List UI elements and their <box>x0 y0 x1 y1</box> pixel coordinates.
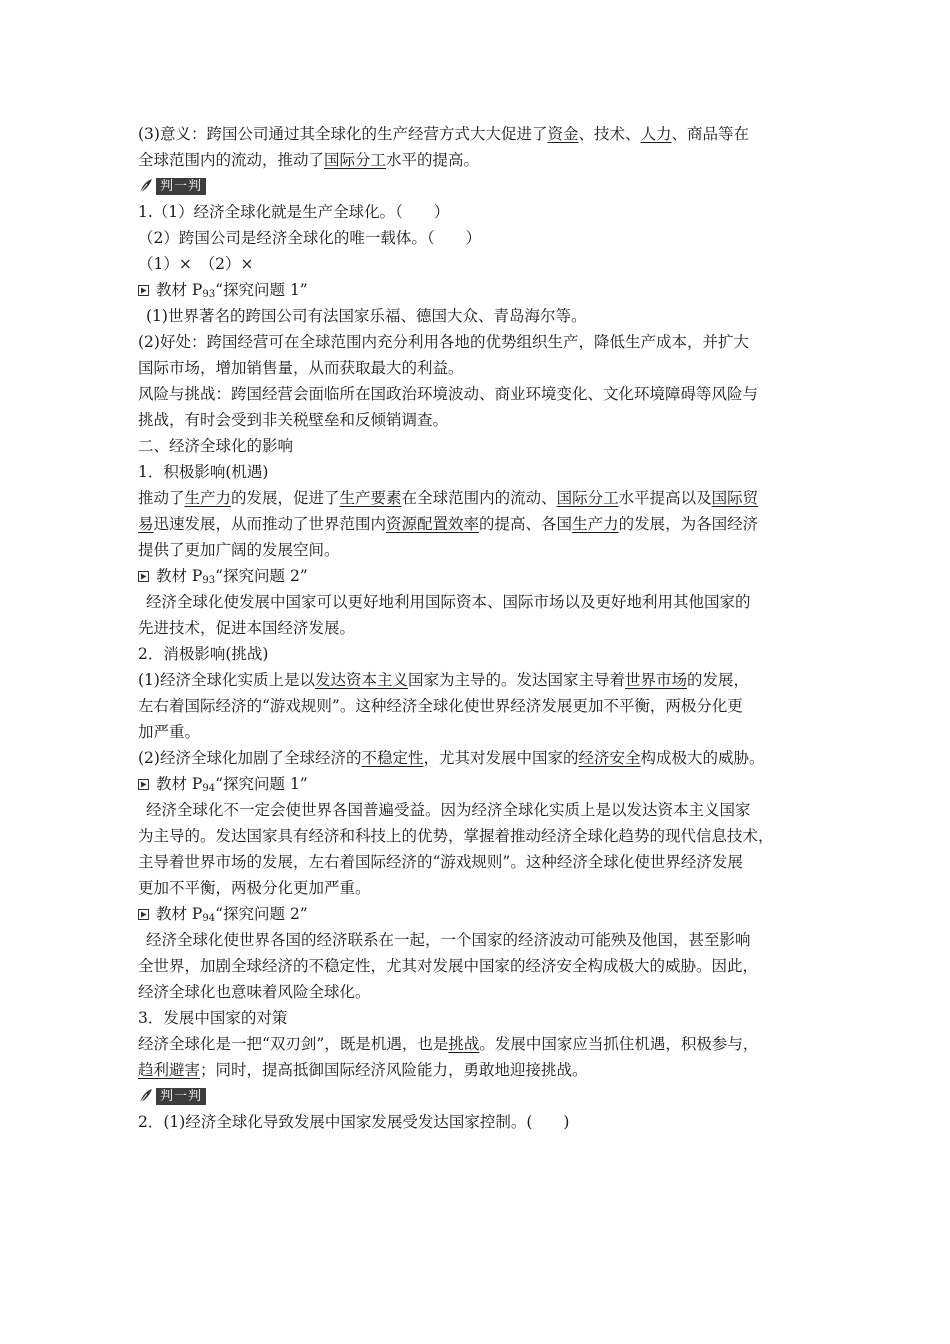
negative-line-2: 左右着国际经济的“游戏规则”。这种经济全球化使世界经济发展更加不平衡，两极分化更 <box>138 697 743 715</box>
developing-line-1: 经济全球化是一把“双刃剑”，既是机遇，也是挑战。发展中国家应当抓住机遇，积极参与， <box>138 1035 759 1053</box>
tb4-line-2: 全世界，加剧全球经济的不稳定性，尤其对发展中国家的经济安全构成极大的威胁。因此， <box>138 957 759 975</box>
judge-heading <box>138 173 818 199</box>
judge1-q1: 1.（1）经济全球化就是生产全球化。（ ） <box>138 203 450 221</box>
negative-line-4: (2)经济全球化加剧了全球经济的不稳定性，尤其对发展中国家的经济安全构成极大的威胁。 <box>138 749 765 767</box>
developing-title: 3．发展中国家的对策 <box>138 1009 288 1027</box>
tb1-line-5: 挑战，有时会受到非关税壁垒和反倾销调查。 <box>138 411 449 429</box>
textbook-ref-2: 教材 $P_{93}“$探究问题 2” <box>138 563 818 589</box>
leaf-icon <box>138 178 154 194</box>
tb1-line-4: 风险与挑战：跨国经营会面临所在国政治环境波动、商业环境变化、文化环境障碍等风险与 <box>138 385 759 403</box>
play-triangle-icon <box>138 909 149 920</box>
judge-heading-2 <box>138 1083 818 1109</box>
tb1-line-1: (1)世界著名的跨国公司有法国家乐福、德国大众、青岛海尔等。 <box>146 307 587 325</box>
judge1-q2: （2）跨国公司是经济全球化的唯一载体。（ ） <box>138 229 482 247</box>
tb4-line-1: 经济全球化使世界各国的经济联系在一起，一个国家的经济波动可能殃及他国，甚至影响 <box>146 931 751 949</box>
tb3-line-2: 为主导的。发达国家具有经济和科技上的优势，掌握着推动经济全球化趋势的现代信息技术， <box>138 827 774 845</box>
judge-badge: 判一判 <box>156 1088 206 1105</box>
judge1-answer: （1）× （2）× <box>138 255 254 273</box>
positive-line-2: 易迅速发展，从而推动了世界范围内资源配置效率的提高、各国生产力的发展，为各国经济 <box>138 515 759 533</box>
tb3-line-1: 经济全球化不一定会使世界各国普遍受益。因为经济全球化实质上是以发达资本主义国家 <box>146 801 751 819</box>
developing-line-2: 趋利避害；同时，提高抵御国际经济风险能力，勇敢地迎接挑战。 <box>138 1061 588 1079</box>
tb2-line-1: 经济全球化使发展中国家可以更好地利用国际资本、国际市场以及更好地利用其他国家的 <box>146 593 751 611</box>
tb3-line-3: 主导着世界市场的发展，左右着国际经济的“游戏规则”。这种经济全球化使世界经济发展 <box>138 853 743 871</box>
play-triangle-icon <box>138 285 149 296</box>
negative-line-1: (1)经济全球化实质上是以发达资本主义国家为主导的。发达国家主导着世界市场的发展， <box>138 671 750 689</box>
tb1-line-2: (2)好处：跨国经营可在全球范围内充分利用各地的优势组织生产，降低生产成本，并扩大 <box>138 333 749 351</box>
positive-line-1: 推动了生产力的发展，促进了生产要素在全球范围内的流动、国际分工水平提高以及国际贸 <box>138 489 759 507</box>
negative-title: 2．消极影响(挑战) <box>138 645 269 663</box>
textbook-ref-3: 教材 $P_{94}“$探究问题 1” <box>138 771 818 797</box>
leaf-icon <box>138 1088 154 1104</box>
play-triangle-icon <box>138 571 149 582</box>
positive-title: 1．积极影响(机遇) <box>138 463 269 481</box>
judge2-q1: 2．(1)经济全球化导致发展中国家发展受发达国家控制。( ) <box>138 1113 570 1131</box>
tb2-line-2: 先进技术，促进本国经济发展。 <box>138 619 356 637</box>
tb3-line-4: 更加不平衡，两极分化更加严重。 <box>138 879 371 897</box>
tb1-line-3: 国际市场，增加销售量，从而获取最大的利益。 <box>138 359 464 377</box>
textbook-ref-1: 教材 $P_{93}“$探究问题 1” <box>138 277 818 303</box>
play-triangle-icon <box>138 779 149 790</box>
judge-badge: 判一判 <box>156 178 206 195</box>
meaning-line-2: 全球范围内的流动，推动了国际分工水平的提高。 <box>138 151 480 169</box>
document-page <box>138 121 818 1135</box>
tb4-line-3: 经济全球化也意味着风险全球化。 <box>138 983 371 1001</box>
positive-line-3: 提供了更加广阔的发展空间。 <box>138 541 340 559</box>
textbook-ref-4: 教材 $P_{94}“$探究问题 2” <box>138 901 818 927</box>
negative-line-3: 加严重。 <box>138 723 201 741</box>
section-heading-2: 二、经济全球化的影响 <box>138 437 294 455</box>
meaning-line-1: (3)意义：跨国公司通过其全球化的生产经营方式大大促进了资金、技术、人力、商品等在 <box>138 125 750 143</box>
